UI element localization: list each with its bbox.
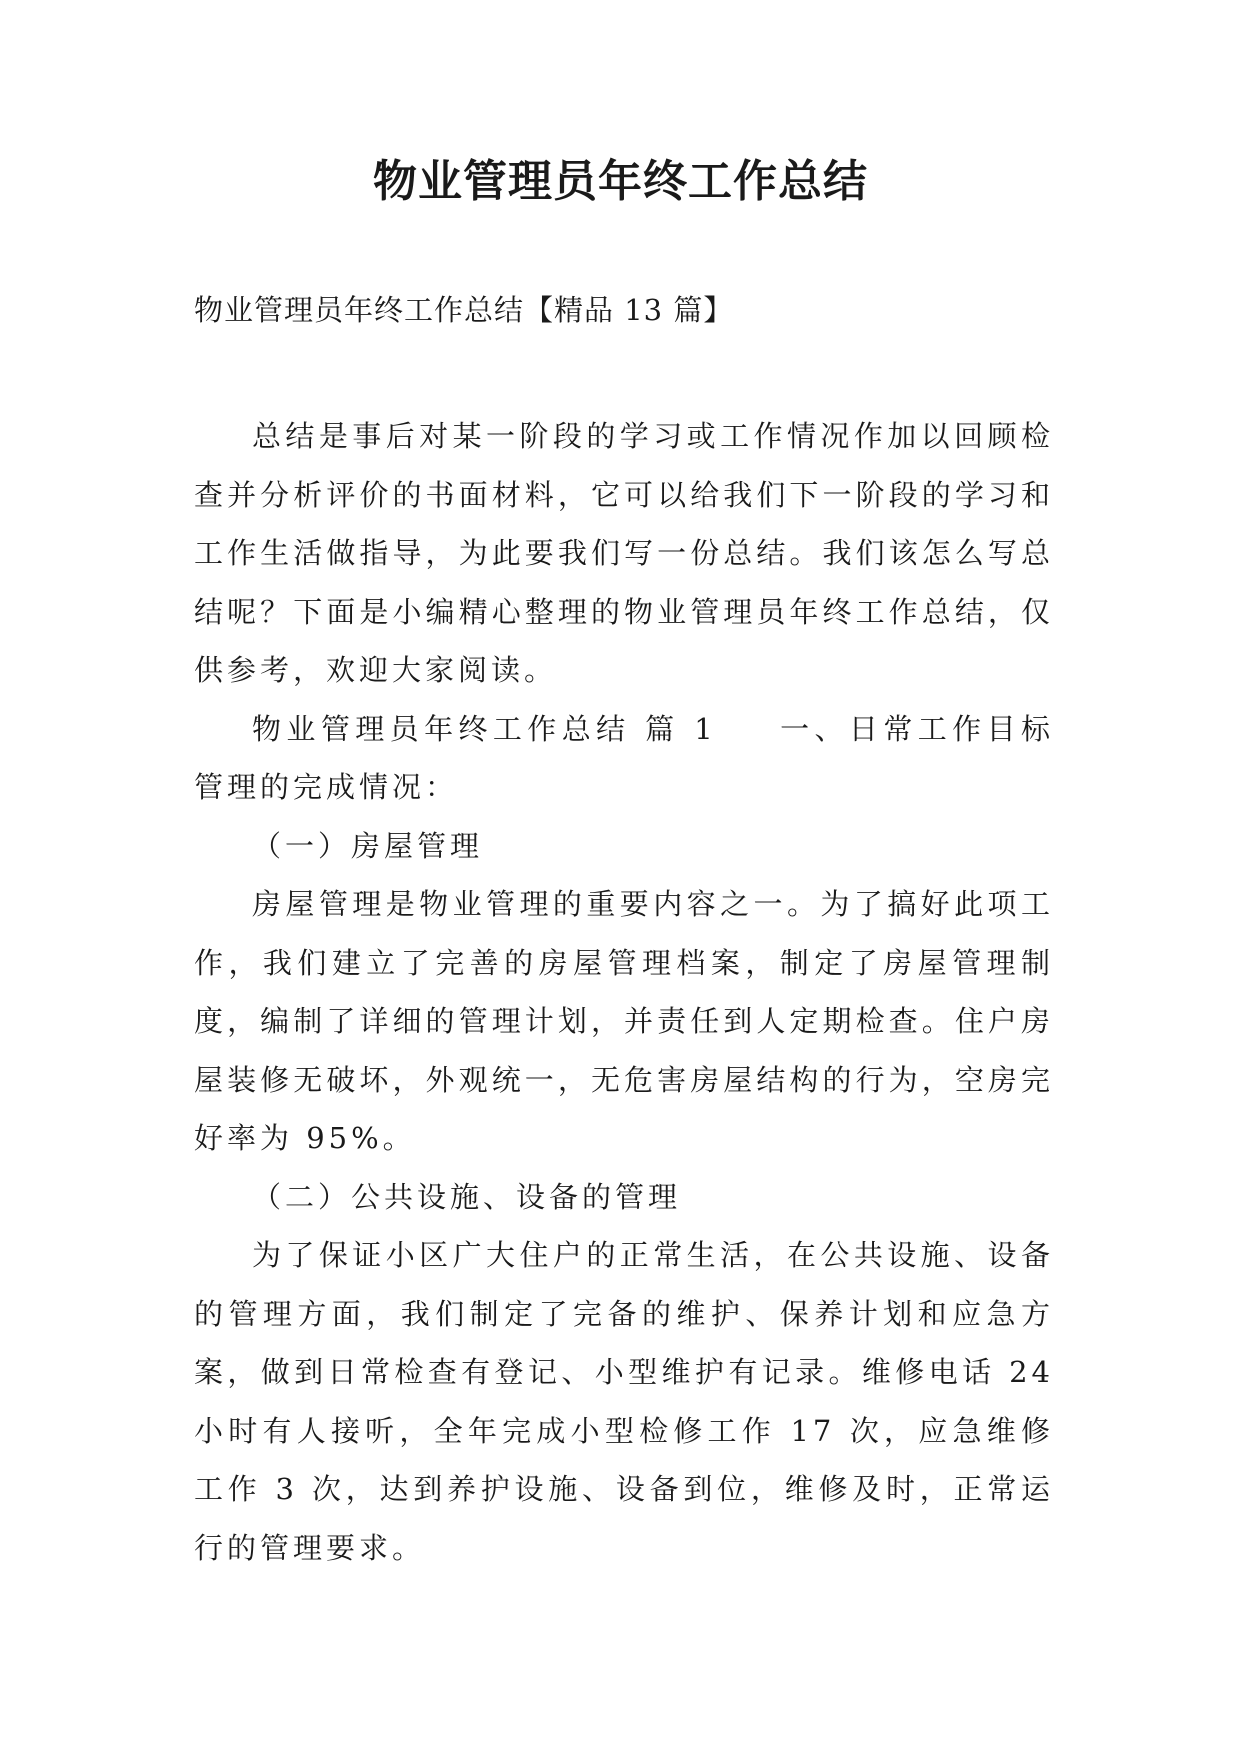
item-1-heading: （一）房屋管理	[252, 828, 484, 863]
document-title: 物业管理员年终工作总结	[373, 156, 868, 207]
section-1-heading: 一、日常工作目标管理的完成情况：	[194, 711, 1054, 804]
item-1-paragraph: 房屋管理是物业管理的重要内容之一。为了搞好此项工作，我们建立了完善的房屋管理档案，制定了房屋管理制度，编制了详细的管理计划，并责任到人定期检查。住户房屋装修无破坏，外观统一，无危害房屋结构的行为，空房完好率为 95%。	[194, 887, 1054, 1155]
document-subtitle: 物业管理员年终工作总结【精品 13 篇】	[194, 293, 734, 327]
section-1-label: 物业管理员年终工作总结 篇 1	[252, 711, 717, 746]
item-2-paragraph: 为了保证小区广大住户的正常生活，在公共设施、设备的管理方面，我们制定了完备的维护、保养计划和应急方案，做到日常检查有登记、小型维护有记录。维修电话 24 小时有人接听，全年完成小型检修工作 17 次，应急维修工作 3 次，达到养护设施、设备到位，维修及时，正常运行的管理要求。	[194, 1238, 1054, 1565]
section-1-paragraph	[194, 700, 1054, 817]
intro-paragraph: 总结是事后对某一阶段的学习或工作情况作加以回顾检查并分析评价的书面材料，它可以给我们下一阶段的学习和工作生活做指导，为此要我们写一份总结。我们该怎么写总结呢？下面是小编精心整理的物业管理员年终工作总结，仅供参考，欢迎大家阅读。	[194, 419, 1054, 687]
document-body	[194, 407, 1054, 1577]
item-2-heading: （二）公共设施、设备的管理	[252, 1179, 682, 1214]
